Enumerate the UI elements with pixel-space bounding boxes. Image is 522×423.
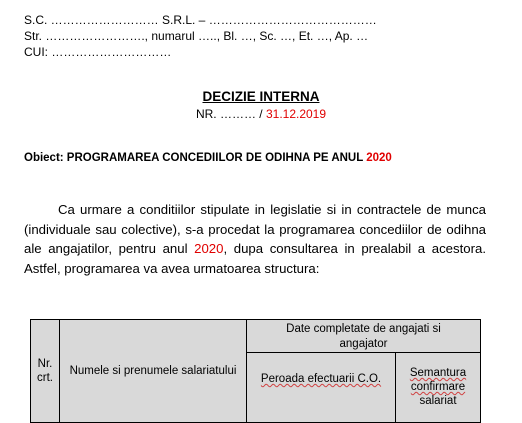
col-name-header [60, 320, 247, 423]
col-nr-line2: crt. [37, 372, 53, 384]
subject-line [24, 152, 392, 164]
number-prefix: NR. ……… / [195, 107, 266, 121]
company-line: S.C. ……………………… S.R.L. – …………………………………… [24, 13, 377, 27]
group-header-line1: Date completate de angajati si [286, 323, 441, 335]
subject-label: Obiect: PROGRAMAREA CONCEDIILOR DE ODIHNA PE ANUL [24, 152, 367, 164]
paragraph-part1: Ca urmare a conditiilor stipulate in legislatie si in contractele de munca (individuale sau colective), s-a procedat la programarea concediilor de odihna ale angajatilor, pentru anul [24, 202, 486, 257]
col-sign-header [396, 353, 481, 423]
group-header [247, 320, 481, 353]
table-header-row-1 [31, 320, 481, 353]
col-name-label: Numele si prenumele salariatului [69, 365, 237, 377]
subject-year: 2020 [366, 152, 392, 164]
col-sign-line1: Semantura [409, 367, 467, 379]
body-paragraph [24, 200, 486, 278]
paragraph-year: 2020 [194, 241, 224, 257]
paragraph-part2: , dupa consultarea in prealabil a acestora. Astfel, programarea va avea urmatoarea structura: [24, 241, 486, 276]
col-sign-line2: confirmare [410, 381, 466, 393]
cui-line: CUI: ………………………… [24, 45, 172, 59]
col-nr-line1: Nr. [37, 358, 53, 370]
decision-number [0, 107, 522, 121]
group-header-line2: angajator [339, 338, 388, 350]
col-nr-header [31, 320, 60, 423]
col-period-header [247, 353, 396, 423]
col-period-label: Peroada efectuarii C.O. [260, 373, 382, 385]
decision-date: 31.12.2019 [265, 107, 327, 121]
col-sign-line3: salariat [419, 395, 457, 407]
schedule-table [30, 319, 481, 423]
street-line: Str. ……………………., numarul ….., Bl. …, Sc. …, Et. …, Ap. … [24, 29, 369, 43]
document-title: DECIZIE INTERNA [202, 89, 320, 104]
